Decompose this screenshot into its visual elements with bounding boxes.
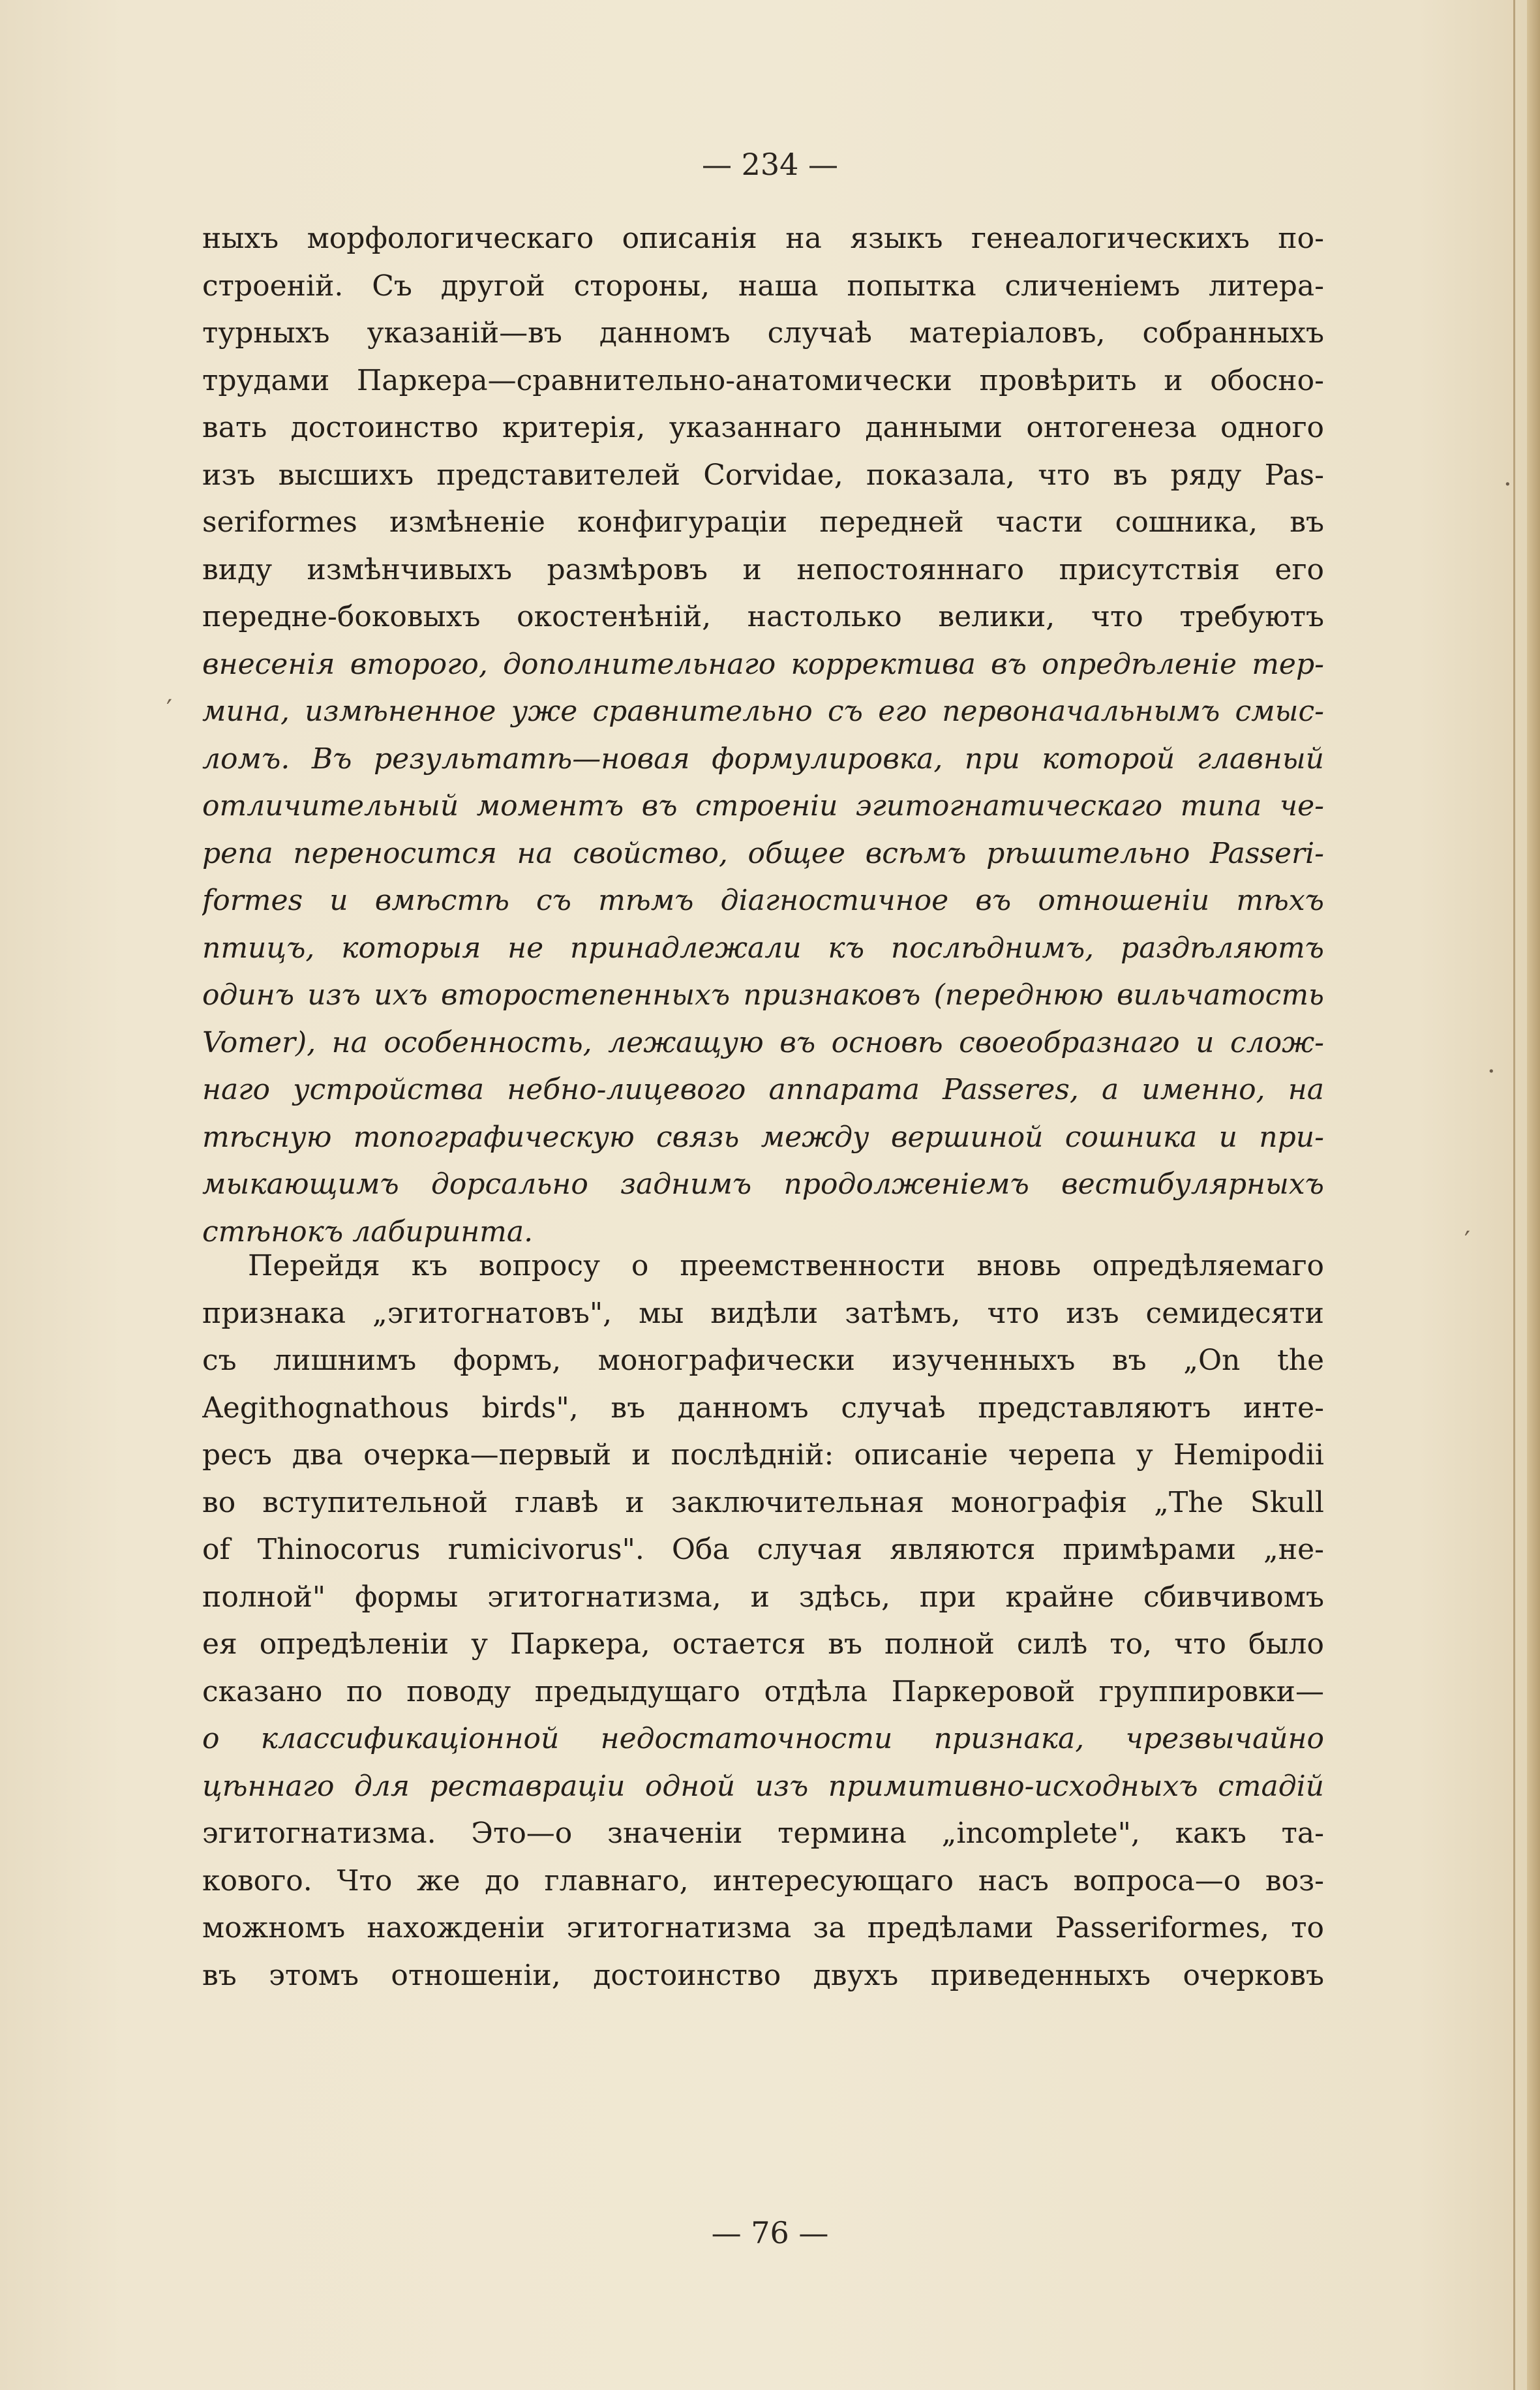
- text-line: эгитогнатизма. Это—о значеніи термина „incomplete", какъ та-: [202, 1817, 1324, 1850]
- text-line: трудами Паркера—сравнительно-анатомически провѣрить и обосно-: [202, 363, 1324, 397]
- text-line: изъ высшихъ представителей Corvidae, показала, что въ ряду Pas-: [202, 458, 1324, 492]
- page-number-top: — 234 —: [701, 147, 839, 182]
- text-line: полной" формы эгитогнатизма, и здѣсь, при крайне сбивчивомъ: [202, 1580, 1324, 1614]
- text-line: во вступительной главѣ и заключительная монографія „The Skull: [202, 1485, 1324, 1519]
- text-line: seriformes измѣненіе конфигураціи передней части сошника, въ: [202, 506, 1324, 539]
- page-number-bottom: — 76 —: [711, 2215, 829, 2250]
- text-line: ея опредѣленіи у Паркера, остается въ полной силѣ то, что было: [202, 1627, 1324, 1661]
- text-line-italic: мина, измѣненное уже сравнительно съ его первоначальнымъ смыс-: [202, 695, 1324, 728]
- text-line: виду измѣнчивыхъ размѣровъ и непостояннаго присутствія его: [202, 552, 1324, 586]
- page-fold-line: [1513, 0, 1515, 2390]
- text-line: ныхъ морфологическаго описанія на языкъ генеалогическихъ по-: [202, 222, 1324, 255]
- text-line-italic: стѣнокъ лабиринта.: [202, 1215, 534, 1248]
- text-line-italic: одинъ изъ ихъ второстепенныхъ признаковъ (переднюю вильчатость: [202, 978, 1324, 1012]
- text-line-italic: ломъ. Въ результатѣ—новая формулировка, при которой главный: [202, 742, 1324, 776]
- text-line-italic: птицъ, которыя не принадлежали къ послѣднимъ, раздѣляютъ: [202, 931, 1324, 965]
- pencil-margin-mark: ′: [166, 695, 173, 725]
- text-line-italic: мыкающимъ дорсально заднимъ продолженіемъ вестибулярныхъ: [202, 1168, 1324, 1201]
- pencil-margin-mark: ′: [1464, 1226, 1471, 1256]
- text-line: сказано по поводу предыдущаго отдѣла Паркеровой группировки—: [202, 1674, 1324, 1708]
- text-line-italic: внесенія второго, дополнительнаго корректива въ опредѣленіе тер-: [202, 647, 1324, 681]
- text-line-italic: репа переносится на свойство, общее всѣмъ рѣшительно Passeri-: [202, 836, 1324, 870]
- text-line: можномъ нахожденіи эгитогнатизма за предѣлами Passeriformes, то: [202, 1911, 1324, 1944]
- text-line: кового. Что же до главнаго, интересующаго насъ вопроса—о воз-: [202, 1864, 1324, 1898]
- text-line-italic: Vomer), на особенность, лежащую въ основѣ своеобразнаго и слож-: [202, 1025, 1324, 1059]
- text-line-italic: formes и вмѣстѣ съ тѣмъ діагностичное въ отношеніи тѣхъ: [202, 884, 1324, 917]
- pencil-margin-mark: ·: [1503, 470, 1512, 500]
- text-line-italic: отличительный моментъ въ строеніи эгитогнатическаго типа че-: [202, 789, 1324, 823]
- page-edge: [1527, 0, 1540, 2390]
- text-line-italic: тѣсную топографическую связь между вершиной сошника и при-: [202, 1120, 1324, 1154]
- text-line: вать достоинство критерія, указаннаго данными онтогенеза одного: [202, 411, 1324, 444]
- paragraph-1: [202, 215, 1324, 1256]
- text-line: съ лишнимъ формъ, монографически изученныхъ въ „On the: [202, 1344, 1324, 1377]
- text-line-italic: наго устройства небно-лицевого аппарата Passeres, а именно, на: [202, 1073, 1324, 1106]
- text-line: турныхъ указаній—въ данномъ случаѣ матеріаловъ, собранныхъ: [202, 316, 1324, 350]
- text-line: Перейдя къ вопросу о преемственности вновь опредѣляемаго: [248, 1249, 1324, 1282]
- text-line: of Thinocorus rumicivorus". Оба случая являются примѣрами „не-: [202, 1533, 1324, 1566]
- text-line: передне-боковыхъ окостенѣній, настолько велики, что требуютъ: [202, 600, 1324, 633]
- paragraph-2: [202, 1243, 1324, 1999]
- text-line: признака „эгитогнатовъ", мы видѣли затѣмъ, что изъ семидесяти: [202, 1296, 1324, 1330]
- text-line: въ этомъ отношеніи, достоинство двухъ приведенныхъ очерковъ: [202, 1958, 1324, 1992]
- text-line-italic: цѣннаго для реставраціи одной изъ примитивно-исходныхъ стадій: [202, 1769, 1324, 1803]
- text-line: строеній. Съ другой стороны, наша попытка сличеніемъ литера-: [202, 269, 1324, 303]
- text-line-italic: о классификаціонной недостаточности признака, чрезвычайно: [202, 1722, 1324, 1755]
- text-line: ресъ два очерка—первый и послѣдній: описаніе черепа у Hemipodii: [202, 1438, 1324, 1472]
- text-line: Aegithognathous birds", въ данномъ случаѣ представляютъ инте-: [202, 1391, 1324, 1425]
- pencil-margin-mark: ·: [1487, 1057, 1496, 1087]
